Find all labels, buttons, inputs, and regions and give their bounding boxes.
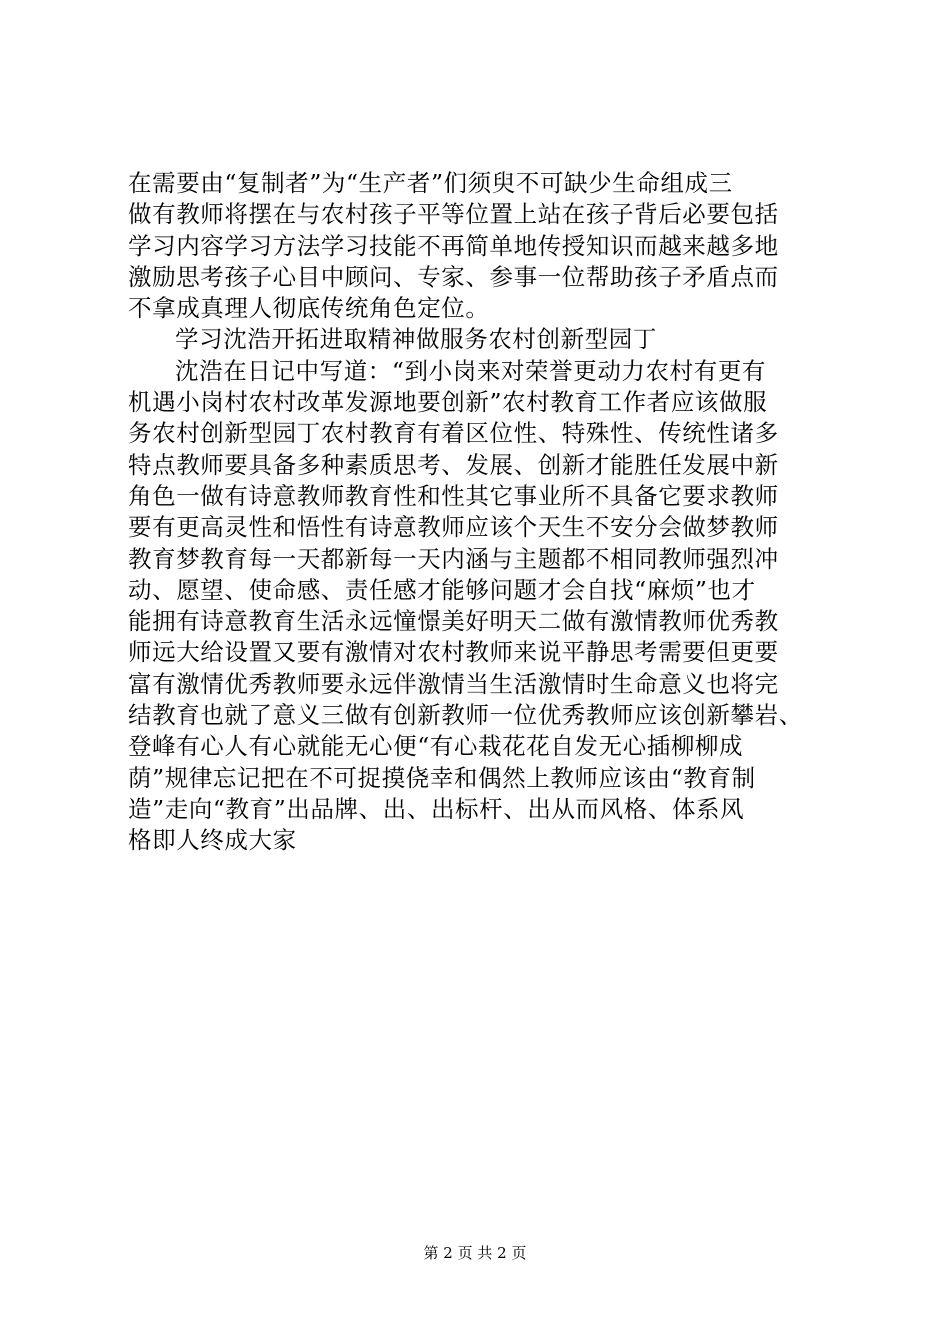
body-line: 沈浩在日记中写道：“到小岗来对荣誉更动力农村有更有 xyxy=(175,356,767,385)
page-footer xyxy=(0,1243,950,1263)
body-line: 结教育也就了意义三做有创新教师一位优秀教师应该创新攀岩、 xyxy=(128,701,803,730)
document-body xyxy=(128,168,840,857)
body-line: 富有激情优秀教师要永远伴激情当生活激情时生命意义也将完 xyxy=(128,669,779,698)
body-line: 特点教师要具备多种素质思考、发展、创新才能胜任发展中新 xyxy=(128,450,779,479)
body-line: 要有更高灵性和悟性有诗意教师应该个天生不安分会做梦教师 xyxy=(128,513,779,542)
body-line: 能拥有诗意教育生活永远憧憬美好明天二做有激情教师优秀教 xyxy=(128,607,779,636)
body-line: 做有教师将摆在与农村孩子平等位置上站在孩子背后必要包括 xyxy=(128,200,779,229)
body-line: 角色一做有诗意教师教育性和性其它事业所不具备它要求教师 xyxy=(128,481,779,510)
body-line: 激励思考孩子心目中顾问、专家、参事一位帮助孩子矛盾点而 xyxy=(128,262,779,291)
body-line: 机遇小岗村农村改革发源地要创新”农村教育工作者应该做服 xyxy=(128,388,768,417)
body-line: 造”走向“教育”出品牌、出、出标杆、出从而风格、体系风 xyxy=(128,794,745,823)
body-line: 师远大给设置又要有激情对农村教师来说平静思考需要但更要 xyxy=(128,638,779,667)
body-line: 学习内容学习方法学习技能不再简单地传授知识而越来越多地 xyxy=(128,231,779,260)
body-line: 教育梦教育每一天都新每一天内涵与主题都不相同教师强烈冲 xyxy=(128,544,779,573)
page-number: 第 2 页 共 2 页 xyxy=(423,1244,527,1262)
body-line: 动、愿望、使命感、责任感才能够问题才会自找“麻烦”也才 xyxy=(128,575,756,604)
body-line: 不拿成真理人彻底传统角色定位。 xyxy=(128,294,490,323)
body-line: 务农村创新型园丁农村教育有着区位性、特殊性、传统性诸多 xyxy=(128,419,779,448)
body-line: 登峰有心人有心就能无心便“有心栽花花自发无心插柳柳成 xyxy=(128,732,744,761)
body-line: 格即人终成大家 xyxy=(128,826,297,855)
section-heading: 学习沈浩开拓进取精神做服务农村创新型园丁 xyxy=(175,325,657,354)
body-line: 在需要由“复制者”为“生产者”们须臾不可缺少生命组成三 xyxy=(128,169,733,197)
body-line: 荫”规律忘记把在不可捉摸侥幸和偶然上教师应该由“教育制 xyxy=(128,763,756,792)
